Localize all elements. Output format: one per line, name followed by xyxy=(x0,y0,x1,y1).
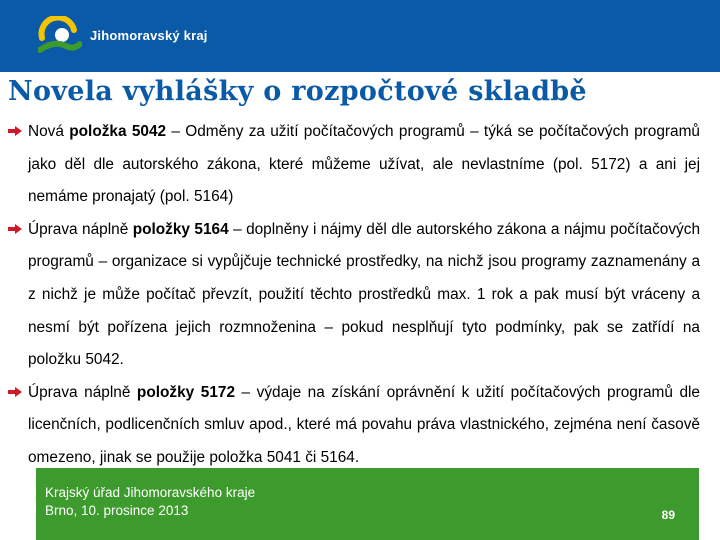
arrow-bullet-icon xyxy=(8,387,22,397)
bullet-bold: položky 5172 xyxy=(136,383,235,401)
bullet-rest: – Odměny za užití počítačových programů – týká se počítačových programů jako děl dle autorského zákona, které můžeme užívat, ale nevlastníme (pol. 5172) a ani jej nemáme pronajatý (pol. 5164) xyxy=(28,123,700,206)
header-bar xyxy=(0,0,720,72)
footer-text xyxy=(45,484,255,520)
bullet-rest: – výdaje na získání oprávnění k užití počítačových programů dle licenčních, podlicenčních smluv apod., které má povahu práva vlastnického, zejména není časově omezeno, jinak se použije položka 5041 či 5164. xyxy=(28,383,700,466)
bullet-item-3 xyxy=(8,377,700,475)
bullet-item-2 xyxy=(8,214,700,377)
bullet-lead: Úprava náplně xyxy=(28,220,133,238)
bullet-item-1 xyxy=(8,116,700,214)
bullet-lead: Úprava náplně xyxy=(28,383,137,401)
brand-name: Jihomoravský kraj xyxy=(90,28,208,43)
footer-date: Brno, 10. prosince 2013 xyxy=(45,503,189,518)
bullet-list xyxy=(8,116,700,475)
arrow-bullet-icon xyxy=(8,126,22,136)
slide-title: Novela vyhlášky o rozpočtové skladbě xyxy=(8,76,587,107)
bullet-bold: položka 5042 xyxy=(69,123,167,140)
page-number: 89 xyxy=(661,508,675,522)
bullet-rest: – doplněny i nájmy děl dle autorského zákona a nájmu počítačových programů – organizace si vypůjčuje technické prostředky, na nichž jsou programy zaznamenány a z nichž je může počítač převzít, použití těchto prostředků max. 1 rok a pak musí být vráceny a nesmí být pořízena jejich rozmnoženina – pokud nesplňují tyto podmínky, pak se zatřídí na položku 5042. xyxy=(28,220,701,369)
footer-bar xyxy=(36,468,699,540)
bullet-lead: Nová xyxy=(28,123,70,140)
arrow-bullet-icon xyxy=(8,224,22,234)
jihomoravsky-kraj-logo-icon xyxy=(38,16,82,56)
bullet-bold: položky 5164 xyxy=(132,220,229,238)
footer-organization: Krajský úřad Jihomoravského kraje xyxy=(45,485,256,500)
